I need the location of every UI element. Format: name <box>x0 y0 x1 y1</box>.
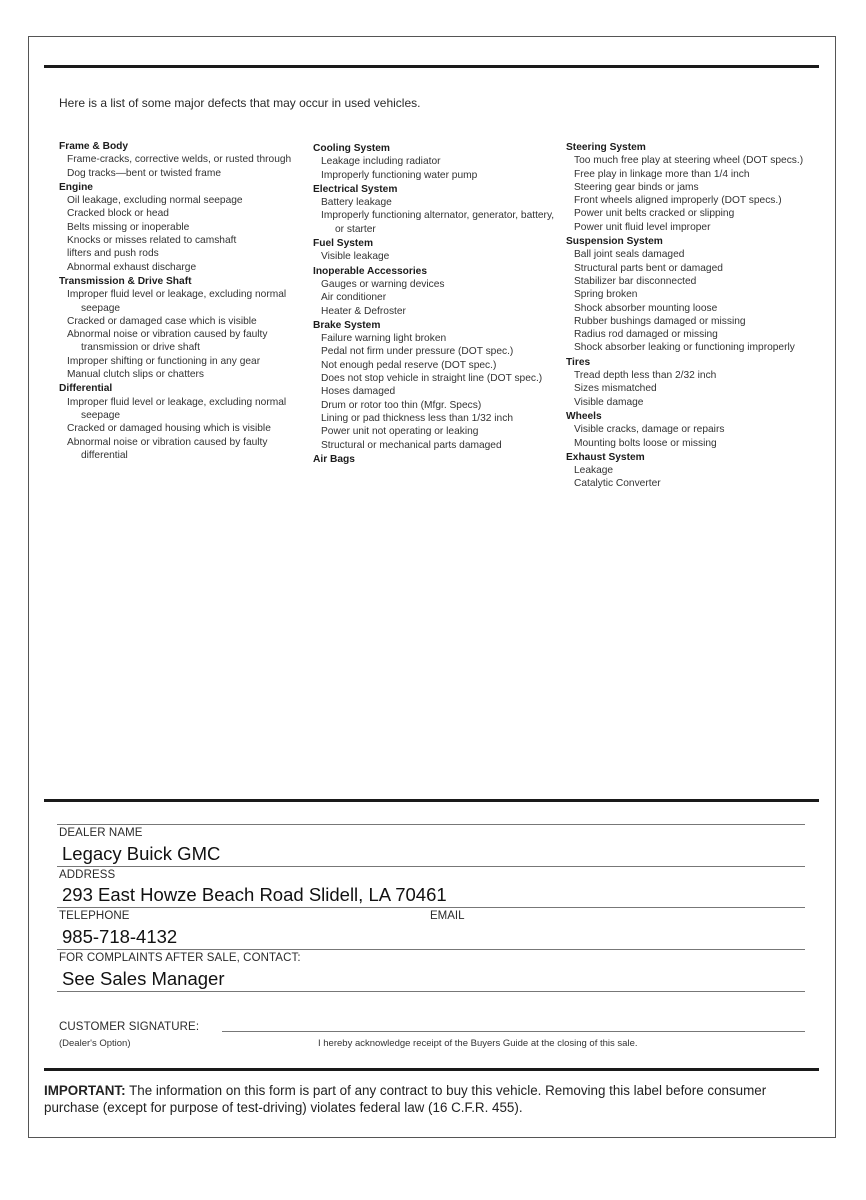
defect-item: Visible damage <box>574 396 644 408</box>
defect-item: Abnormal noise or vibration caused by faulty differential <box>67 436 268 461</box>
defect-section-title: Inoperable Accessories <box>313 265 428 277</box>
defect-item: Mounting bolts loose or missing <box>574 437 717 449</box>
defect-item: Improper fluid level or leakage, excluding normal seepage <box>67 396 287 421</box>
defect-item: Steering gear binds or jams <box>574 181 699 193</box>
important-text: The information on this form is part of any contract to buy this vehicle. Removing this label before consumer purchase (except for purpose of test-driving) violates federal law (16 C.F.R. 455). <box>44 1083 767 1115</box>
defect-section <box>59 275 304 381</box>
defect-section-title: Engine <box>59 181 93 193</box>
defect-item: Air conditioner <box>321 292 387 304</box>
defect-section <box>313 183 558 236</box>
defect-section <box>313 265 558 318</box>
telephone-label: TELEPHONE <box>59 910 130 922</box>
defects-column-2 <box>313 141 558 467</box>
defect-section <box>566 410 811 450</box>
field-line <box>57 907 805 908</box>
defect-item: Shock absorber mounting loose <box>574 302 718 314</box>
dealer-name-label: DEALER NAME <box>59 827 143 839</box>
defect-section <box>313 319 558 452</box>
acknowledgement-text: I hereby acknowledge receipt of the Buyers Guide at the closing of this sale. <box>318 1038 638 1049</box>
important-notice <box>44 1082 819 1116</box>
customer-signature-label: CUSTOMER SIGNATURE: <box>59 1021 200 1033</box>
defect-section-title: Steering System <box>566 142 646 153</box>
defect-section-title: Transmission & Drive Shaft <box>59 275 192 287</box>
defect-section <box>566 235 811 355</box>
defect-item: Improper shifting or functioning in any gear <box>67 355 261 367</box>
telephone-value: 985-718-4132 <box>62 926 178 947</box>
defect-item: Improper fluid level or leakage, excluding normal seepage <box>67 289 287 314</box>
defect-item: Power unit belts cracked or slipping <box>574 208 735 220</box>
defect-item: Lining or pad thickness less than 1/32 inch <box>321 412 513 424</box>
defect-item: Power unit fluid level improper <box>574 221 711 233</box>
defect-section-title: Frame & Body <box>59 141 129 152</box>
defect-section-title: Exhaust System <box>566 451 645 463</box>
defect-item: Radius rod damaged or missing <box>574 329 718 341</box>
defect-item: Gauges or warning devices <box>321 278 445 290</box>
defect-item: Ball joint seals damaged <box>574 249 685 261</box>
defect-section-title: Air Bags <box>313 453 355 465</box>
email-label: EMAIL <box>430 910 465 922</box>
defect-item: Spring broken <box>574 289 638 301</box>
complaints-contact-value: See Sales Manager <box>62 968 225 989</box>
defect-section-title: Cooling System <box>313 143 390 154</box>
defect-item: Cracked or damaged housing which is visible <box>67 423 271 435</box>
defect-item: Abnormal noise or vibration caused by faulty transmission or drive shaft <box>67 329 268 354</box>
defect-section <box>313 453 558 466</box>
dealers-option-note: (Dealer's Option) <box>59 1038 131 1049</box>
defect-item: Leakage <box>574 465 614 477</box>
defect-item: Battery leakage <box>321 197 392 209</box>
defect-item: Too much free play at steering wheel (DOT specs.) <box>574 155 804 167</box>
customer-signature-line[interactable] <box>222 1031 805 1032</box>
defect-section <box>59 181 304 274</box>
field-line <box>57 949 805 950</box>
defect-section <box>59 140 304 180</box>
defect-item: Improperly functioning alternator, generator, battery, or starter <box>321 210 555 235</box>
defect-section-title: Wheels <box>566 410 602 422</box>
defect-item: Visible cracks, damage or repairs <box>574 424 725 436</box>
defect-item: Structural or mechanical parts damaged <box>321 439 502 451</box>
defect-item: Not enough pedal reserve (DOT spec.) <box>321 359 497 371</box>
defect-item: Front wheels aligned improperly (DOT specs.) <box>574 195 782 207</box>
defect-item: Sizes mismatched <box>574 383 657 395</box>
defects-intro: Here is a list of some major defects that may occur in used vehicles. <box>59 96 421 110</box>
defect-item: Manual clutch slips or chatters <box>67 369 205 381</box>
defect-item: Stabilizer bar disconnected <box>574 275 697 287</box>
defect-item: Structural parts bent or damaged <box>574 262 723 274</box>
defect-item: Visible leakage <box>321 251 390 263</box>
defect-item: Rubber bushings damaged or missing <box>574 315 746 327</box>
defect-section <box>313 237 558 264</box>
defect-section <box>566 356 811 409</box>
defect-item: Failure warning light broken <box>321 333 447 345</box>
defect-item: lifters and push rods <box>67 248 159 260</box>
defect-section-title: Electrical System <box>313 183 398 195</box>
address-value: 293 East Howze Beach Road Slidell, LA 70461 <box>62 884 447 905</box>
field-line <box>57 824 805 825</box>
defect-item: Frame-cracks, corrective welds, or rusted through <box>67 154 292 166</box>
defect-item: Shock absorber leaking or functioning improperly <box>574 342 795 354</box>
defects-column-1 <box>59 139 304 463</box>
defect-item: Improperly functioning water pump <box>321 169 478 181</box>
defect-section-title: Suspension System <box>566 236 663 248</box>
defect-item: Free play in linkage more than 1/4 inch <box>574 168 750 180</box>
defect-section <box>59 382 304 462</box>
important-lead: IMPORTANT: <box>44 1083 126 1098</box>
field-line <box>57 866 805 867</box>
top-rule <box>44 65 819 68</box>
dealer-name-value: Legacy Buick GMC <box>62 843 221 864</box>
defect-item: Cracked block or head <box>67 208 169 220</box>
complaints-label: FOR COMPLAINTS AFTER SALE, CONTACT: <box>59 952 301 964</box>
address-label: ADDRESS <box>59 869 116 881</box>
defect-item: Catalytic Converter <box>574 478 661 490</box>
defect-item: Leakage including radiator <box>321 156 441 168</box>
defect-item: Tread depth less than 2/32 inch <box>574 370 717 382</box>
defect-section-title: Differential <box>59 383 113 395</box>
defect-item: Oil leakage, excluding normal seepage <box>67 195 243 207</box>
defects-column-3 <box>566 140 811 492</box>
field-line <box>57 991 805 992</box>
dealer-section-rule <box>44 799 819 802</box>
important-rule <box>44 1068 819 1071</box>
defect-item: Dog tracks—bent or twisted frame <box>67 167 222 179</box>
defect-section <box>313 142 558 182</box>
defect-section <box>566 451 811 491</box>
defect-item: Hoses damaged <box>321 386 396 398</box>
defect-item: Power unit not operating or leaking <box>321 426 479 438</box>
defect-section-title: Brake System <box>313 319 381 331</box>
defect-section-title: Fuel System <box>313 238 374 250</box>
defect-item: Heater & Defroster <box>321 305 406 317</box>
defect-item: Drum or rotor too thin (Mfgr. Specs) <box>321 399 482 411</box>
defect-item: Abnormal exhaust discharge <box>67 261 197 273</box>
defect-item: Belts missing or inoperable <box>67 221 190 233</box>
defect-section-title: Tires <box>566 356 591 368</box>
defect-item: Cracked or damaged case which is visible <box>67 315 257 327</box>
defect-item: Knocks or misses related to camshaft <box>67 235 237 247</box>
defect-item: Pedal not firm under pressure (DOT spec.) <box>321 346 514 358</box>
defect-section <box>566 141 811 234</box>
defect-item: Does not stop vehicle in straight line (DOT spec.) <box>321 373 543 385</box>
